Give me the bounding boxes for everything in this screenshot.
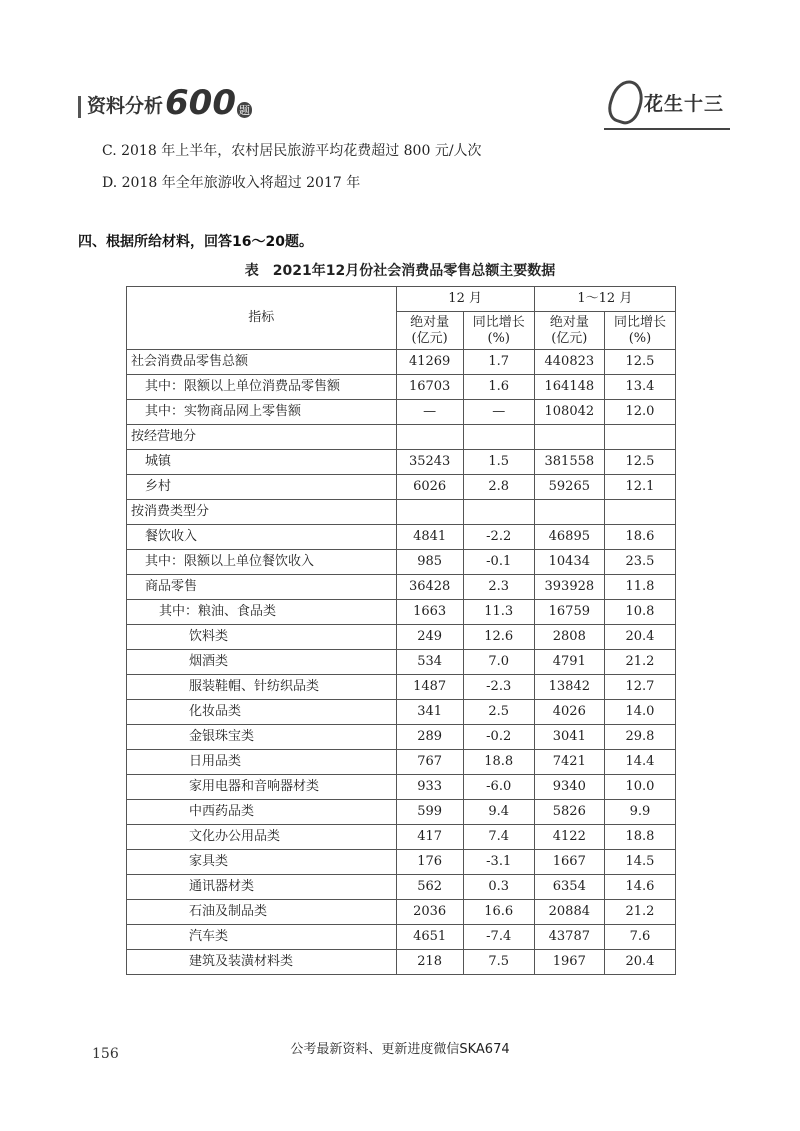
month-yoy-value: 1.5: [463, 450, 534, 475]
year-abs-value: 440823: [534, 350, 604, 375]
month-yoy-value: 0.3: [463, 875, 534, 900]
month-abs-value: 4651: [396, 925, 463, 950]
row-label: 烟酒类: [127, 650, 397, 675]
row-label: 化妆品类: [127, 700, 397, 725]
row-label: 家用电器和音响器材类: [127, 775, 397, 800]
row-label: 石油及制品类: [127, 900, 397, 925]
year-abs-value: 9340: [534, 775, 604, 800]
month-abs-value: —: [396, 400, 463, 425]
option-c: C. 2018 年上半年，农村居民旅游平均花费超过 800 元/人次: [102, 143, 482, 159]
table-body: [127, 350, 676, 975]
year-abs-value: [534, 500, 604, 525]
month-abs-value: 562: [396, 875, 463, 900]
month-abs-value: 1663: [396, 600, 463, 625]
month-abs-value: 6026: [396, 475, 463, 500]
row-label: 按消费类型分: [127, 500, 397, 525]
year-abs-value: 4122: [534, 825, 604, 850]
row-label: 社会消费品零售总额: [127, 350, 397, 375]
row-label: 城镇: [127, 450, 397, 475]
year-abs-value: 4026: [534, 700, 604, 725]
book-suffix: 题: [239, 104, 250, 117]
year-yoy-value: 7.6: [604, 925, 675, 950]
year-yoy-value: 11.8: [604, 575, 675, 600]
month-yoy-value: -3.1: [463, 850, 534, 875]
year-abs-value: 1967: [534, 950, 604, 975]
month-yoy-value: 11.3: [463, 600, 534, 625]
yoy-unit: (%): [628, 330, 652, 346]
month-abs-value: 341: [396, 700, 463, 725]
header-period-month: 12 月: [396, 287, 534, 312]
year-abs-value: 46895: [534, 525, 604, 550]
month-yoy-value: 1.6: [463, 375, 534, 400]
yoy-unit: (%): [487, 330, 510, 346]
year-yoy-value: 14.0: [604, 700, 675, 725]
table-row: [127, 875, 676, 900]
table-row: [127, 675, 676, 700]
year-abs-value: 43787: [534, 925, 604, 950]
year-yoy-value: 12.1: [604, 475, 675, 500]
month-abs-value: 36428: [396, 575, 463, 600]
header-month-abs: [396, 312, 463, 350]
year-yoy-value: 14.5: [604, 850, 675, 875]
table-row: [127, 475, 676, 500]
month-abs-value: 2036: [396, 900, 463, 925]
row-label: 金银珠宝类: [127, 725, 397, 750]
page-number: 156: [92, 1046, 119, 1062]
year-yoy-value: 12.0: [604, 400, 675, 425]
header-year-abs: [534, 312, 604, 350]
row-label: 日用品类: [127, 750, 397, 775]
year-abs-value: 5826: [534, 800, 604, 825]
month-abs-value: 417: [396, 825, 463, 850]
year-abs-value: 10434: [534, 550, 604, 575]
month-yoy-value: -6.0: [463, 775, 534, 800]
year-abs-value: 59265: [534, 475, 604, 500]
peanut-icon: [604, 76, 648, 128]
month-yoy-value: 2.3: [463, 575, 534, 600]
year-abs-value: 16759: [534, 600, 604, 625]
year-yoy-value: 9.9: [604, 800, 675, 825]
row-label: 建筑及装潢材料类: [127, 950, 397, 975]
year-yoy-value: 12.5: [604, 350, 675, 375]
month-abs-value: 534: [396, 650, 463, 675]
footer-note: 公考最新资料、更新进度微信SKA674: [290, 1042, 510, 1057]
book-header: [78, 83, 252, 123]
month-yoy-value: [463, 425, 534, 450]
header-period-year: 1～12 月: [534, 287, 675, 312]
month-abs-value: 16703: [396, 375, 463, 400]
year-abs-value: 20884: [534, 900, 604, 925]
row-label: 汽车类: [127, 925, 397, 950]
year-yoy-value: 13.4: [604, 375, 675, 400]
row-label: 服装鞋帽、针纺织品类: [127, 675, 397, 700]
yoy-label: 同比增长: [613, 314, 666, 330]
year-yoy-value: 23.5: [604, 550, 675, 575]
month-yoy-value: 2.5: [463, 700, 534, 725]
table-row: [127, 900, 676, 925]
month-yoy-value: -7.4: [463, 925, 534, 950]
row-label: 其中：粮油、食品类: [127, 600, 397, 625]
month-abs-value: [396, 500, 463, 525]
table-row: [127, 600, 676, 625]
month-abs-value: 289: [396, 725, 463, 750]
year-yoy-value: 29.8: [604, 725, 675, 750]
year-abs-value: 7421: [534, 750, 604, 775]
table-row: [127, 625, 676, 650]
month-abs-value: 767: [396, 750, 463, 775]
year-abs-value: 13842: [534, 675, 604, 700]
year-yoy-value: 21.2: [604, 650, 675, 675]
year-yoy-value: 18.6: [604, 525, 675, 550]
year-abs-value: 2808: [534, 625, 604, 650]
month-abs-value: 218: [396, 950, 463, 975]
year-yoy-value: [604, 500, 675, 525]
book-title: 资料分析: [87, 95, 164, 117]
month-yoy-value: —: [463, 400, 534, 425]
row-label: 餐饮收入: [127, 525, 397, 550]
table-row: [127, 775, 676, 800]
year-yoy-value: 20.4: [604, 950, 675, 975]
table-row: [127, 350, 676, 375]
header-divider: [78, 96, 81, 118]
year-abs-value: 1667: [534, 850, 604, 875]
year-yoy-value: 14.4: [604, 750, 675, 775]
table-row: [127, 850, 676, 875]
month-abs-value: 599: [396, 800, 463, 825]
yoy-label: 同比增长: [472, 314, 525, 330]
year-yoy-value: 18.8: [604, 825, 675, 850]
month-yoy-value: 7.5: [463, 950, 534, 975]
book-number: 600: [165, 83, 236, 123]
month-yoy-value: 2.8: [463, 475, 534, 500]
row-label: 乡村: [127, 475, 397, 500]
table-row: [127, 525, 676, 550]
month-yoy-value: 18.8: [463, 750, 534, 775]
table-row: [127, 450, 676, 475]
abs-unit: (亿元): [411, 330, 448, 346]
month-abs-value: 4841: [396, 525, 463, 550]
month-abs-value: 35243: [396, 450, 463, 475]
brand-logo: [610, 80, 724, 124]
abs-label: 绝对量: [549, 314, 589, 330]
month-yoy-value: 12.6: [463, 625, 534, 650]
table-row: [127, 725, 676, 750]
year-yoy-value: [604, 425, 675, 450]
table-row: [127, 700, 676, 725]
row-label: 家具类: [127, 850, 397, 875]
year-yoy-value: 10.0: [604, 775, 675, 800]
month-yoy-value: 7.0: [463, 650, 534, 675]
header-indicator: 指标: [127, 287, 397, 350]
row-label: 其中：限额以上单位餐饮收入: [127, 550, 397, 575]
year-abs-value: 164148: [534, 375, 604, 400]
table-caption: 表 2021年12月份社会消费品零售总额主要数据: [244, 263, 556, 279]
year-abs-value: [534, 425, 604, 450]
table-row: [127, 950, 676, 975]
month-abs-value: 41269: [396, 350, 463, 375]
month-abs-value: 985: [396, 550, 463, 575]
table-row: [127, 425, 676, 450]
row-label: 其中：实物商品网上零售额: [127, 400, 397, 425]
month-yoy-value: -2.3: [463, 675, 534, 700]
row-label: 其中：限额以上单位消费品零售额: [127, 375, 397, 400]
month-abs-value: [396, 425, 463, 450]
year-abs-value: 6354: [534, 875, 604, 900]
month-abs-value: 176: [396, 850, 463, 875]
table-row: [127, 750, 676, 775]
year-abs-value: 108042: [534, 400, 604, 425]
row-label: 按经营地分: [127, 425, 397, 450]
year-yoy-value: 12.5: [604, 450, 675, 475]
year-yoy-value: 12.7: [604, 675, 675, 700]
table-row: [127, 925, 676, 950]
row-label: 中西药品类: [127, 800, 397, 825]
retail-sales-table: [126, 286, 676, 975]
year-abs-value: 3041: [534, 725, 604, 750]
year-abs-value: 393928: [534, 575, 604, 600]
table-row: [127, 650, 676, 675]
table-row: [127, 375, 676, 400]
abs-label: 绝对量: [410, 314, 450, 330]
table-row: [127, 575, 676, 600]
table-row: [127, 500, 676, 525]
year-yoy-value: 10.8: [604, 600, 675, 625]
month-yoy-value: -2.2: [463, 525, 534, 550]
table-row: [127, 400, 676, 425]
row-label: 文化办公用品类: [127, 825, 397, 850]
year-yoy-value: 21.2: [604, 900, 675, 925]
row-label: 饮料类: [127, 625, 397, 650]
table-row: [127, 825, 676, 850]
header-month-yoy: [463, 312, 534, 350]
table-row: [127, 550, 676, 575]
month-yoy-value: 7.4: [463, 825, 534, 850]
option-d: D. 2018 年全年旅游收入将超过 2017 年: [102, 175, 361, 191]
section-title: 四、根据所给材料，回答16～20题。: [78, 234, 313, 250]
month-abs-value: 249: [396, 625, 463, 650]
month-abs-value: 933: [396, 775, 463, 800]
month-abs-value: 1487: [396, 675, 463, 700]
header-year-yoy: [604, 312, 675, 350]
month-yoy-value: -0.2: [463, 725, 534, 750]
month-yoy-value: -0.1: [463, 550, 534, 575]
month-yoy-value: 1.7: [463, 350, 534, 375]
year-yoy-value: 14.6: [604, 875, 675, 900]
year-yoy-value: 20.4: [604, 625, 675, 650]
month-yoy-value: 9.4: [463, 800, 534, 825]
month-yoy-value: [463, 500, 534, 525]
brand-name: 花生十三: [643, 92, 724, 115]
brand-underline: [604, 128, 730, 130]
year-abs-value: 381558: [534, 450, 604, 475]
table-row: [127, 800, 676, 825]
row-label: 商品零售: [127, 575, 397, 600]
abs-unit: (亿元): [551, 330, 588, 346]
year-abs-value: 4791: [534, 650, 604, 675]
month-yoy-value: 16.6: [463, 900, 534, 925]
row-label: 通讯器材类: [127, 875, 397, 900]
